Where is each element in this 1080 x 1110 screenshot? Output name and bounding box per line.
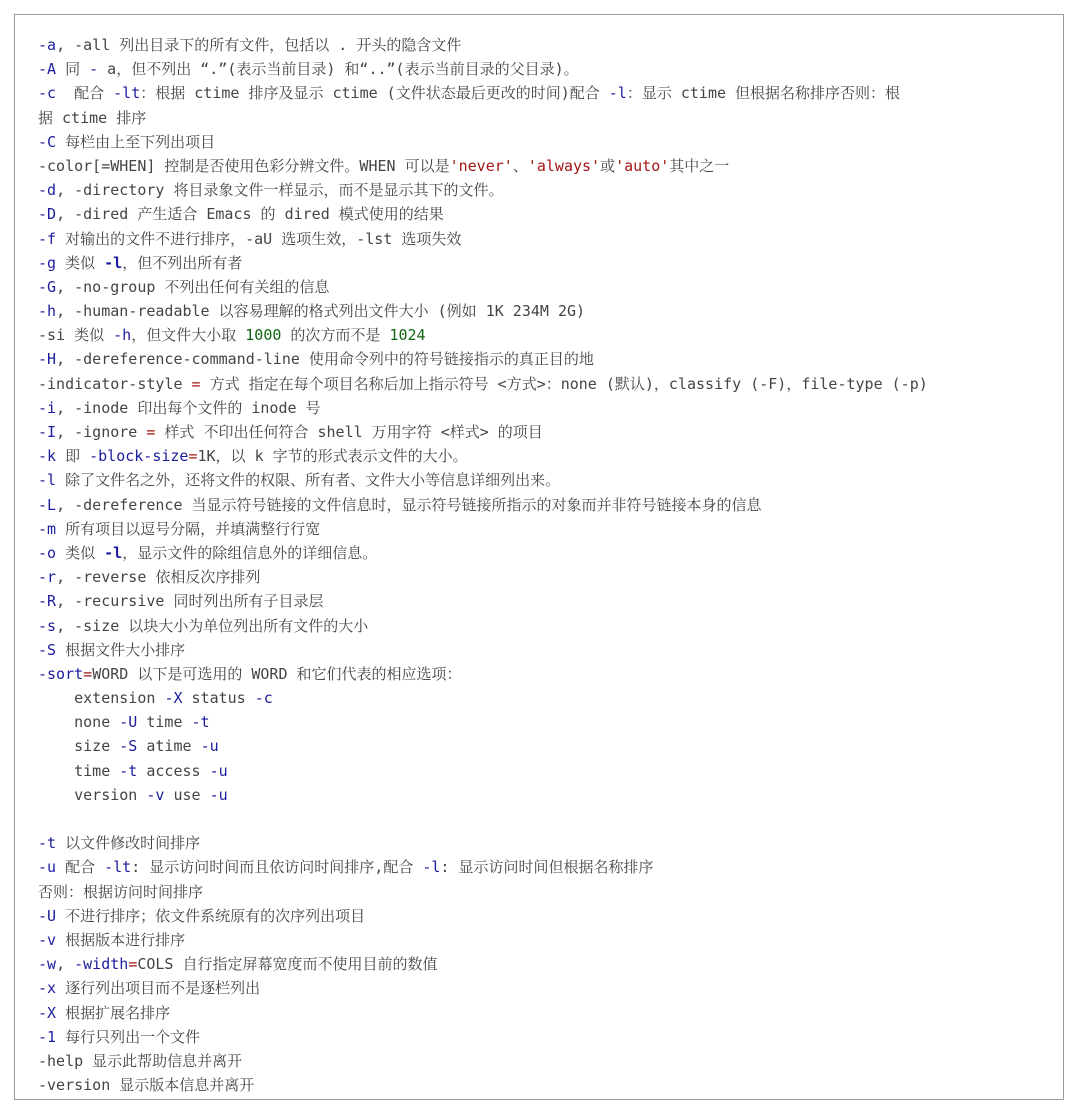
code-line [38, 807, 1063, 831]
code-token: 根据文件大小排序 [56, 640, 186, 659]
code-line [38, 686, 1063, 710]
code-token: , -reverse 依相反次序排列 [56, 568, 261, 587]
code-token: -r [38, 568, 57, 587]
code-token: -U [119, 713, 138, 732]
code-token: -I [38, 423, 57, 441]
code-token: -R [38, 592, 57, 611]
code-line [38, 541, 1063, 565]
code-token: -block-size [89, 447, 189, 466]
code-token: , -dereference-command-line 使用命令列中的符号链接指示的真正目的地 [56, 350, 594, 369]
code-token: -si 类似 [38, 326, 114, 345]
code-token: , -dereference 当显示符号链接的文件信息时，显示符号链接所指示的对象而并非符号链接本身的信息 [56, 495, 762, 514]
code-token: 逐行列出项目而不是逐栏列出 [56, 979, 261, 998]
code-token: = [191, 374, 201, 393]
code-token: extension [38, 689, 165, 708]
code-line [38, 880, 1063, 904]
code-token: 每行只列出一个文件 [56, 1027, 201, 1046]
code-token: 以文件修改时间排序 [56, 834, 201, 853]
code-token: version [38, 785, 147, 804]
code-token: -k [38, 447, 57, 466]
code-token: -width [74, 955, 129, 974]
code-token: 、 [512, 156, 528, 175]
code-token: ，显示文件的除组信息外的详细信息。 [122, 543, 378, 562]
code-token: : 显示访问时间而且依访问时间排序,配合 [131, 858, 423, 877]
code-token: -s [38, 616, 57, 635]
code-token: -w [38, 955, 57, 974]
code-line [38, 904, 1063, 928]
code-token: -v [146, 785, 165, 804]
code-token: -U [38, 906, 57, 925]
code-token: WORD 以下是可选用的 WORD 和它们代表的相应选项： [92, 664, 462, 683]
code-token: use [164, 785, 210, 804]
code-token: 据 ctime 排序 [38, 108, 147, 127]
code-token: ：根据 ctime 排序及显示 ctime (文件状态最后更改的时间)配合 [140, 84, 609, 103]
code-token: 不进行排序；依文件系统原有的次序列出项目 [56, 906, 366, 925]
code-token: -i [38, 398, 57, 417]
code-token: -u [209, 785, 228, 804]
code-token: 同 [56, 60, 90, 79]
code-token: = [188, 447, 198, 466]
code-token: -u [209, 761, 228, 780]
code-token: access [137, 761, 210, 780]
code-token: -H [38, 350, 57, 369]
code-token: 1024 [389, 326, 426, 345]
code-line [38, 662, 1063, 686]
code-token: 根据版本进行排序 [56, 930, 186, 949]
code-line [38, 154, 1063, 178]
code-line [38, 202, 1063, 226]
code-token: 否则：根据访问时间排序 [38, 882, 204, 901]
code-token: , -all 列出目录下的所有文件，包括以 . 开头的隐含文件 [56, 36, 462, 54]
code-token: -version 显示版本信息并离开 [38, 1076, 255, 1095]
code-line [38, 251, 1063, 275]
code-token: -sort [38, 664, 84, 683]
code-line [38, 831, 1063, 855]
code-line [38, 589, 1063, 613]
code-token: = [83, 664, 93, 683]
code-line [38, 952, 1063, 976]
code-token: status [182, 689, 255, 708]
code-token: 除了文件名之外，还将文件的权限、所有者、文件大小等信息详细列出来。 [56, 471, 561, 490]
code-token: -lt [104, 858, 132, 877]
code-line [38, 517, 1063, 541]
code-token: = [146, 423, 156, 441]
code-line [38, 493, 1063, 517]
code-line [38, 468, 1063, 492]
code-line [38, 710, 1063, 734]
code-token: -A [38, 60, 57, 79]
code-token: 'never' [449, 156, 513, 175]
code-token: = [128, 955, 138, 974]
code-token: -X [38, 1003, 57, 1022]
code-token: -L [38, 495, 57, 514]
code-line [38, 299, 1063, 323]
code-line [38, 57, 1063, 81]
code-token: -l [608, 84, 627, 103]
code-token: -l [104, 543, 123, 562]
code-token: -u [38, 858, 57, 877]
code-token: -S [38, 640, 57, 659]
code-line [38, 783, 1063, 807]
code-line [38, 178, 1063, 202]
code-token: ，但文件大小取 [131, 326, 246, 345]
code-token: , -human-readable 以容易理解的格式列出文件大小 (例如 1K 234M 2G) [56, 302, 586, 321]
code-token: size [38, 737, 120, 756]
code-line [38, 565, 1063, 589]
code-line [38, 759, 1063, 783]
code-token: -t [191, 713, 210, 732]
code-token: -c [254, 689, 273, 708]
code-block [14, 14, 1064, 1100]
code-token: 每栏由上至下列出项目 [56, 132, 216, 151]
code-token: 样式 不印出任何符合 shell 万用字符 <样式> 的项目 [155, 423, 543, 441]
code-token: 'auto' [615, 156, 670, 175]
code-line [38, 928, 1063, 952]
code-token: 或 [600, 156, 616, 175]
code-line [38, 855, 1063, 879]
code-token: , -inode 印出每个文件的 inode 号 [56, 398, 321, 417]
code-token: -m [38, 519, 57, 538]
code-token: , -size 以块大小为单位列出所有文件的大小 [56, 616, 369, 635]
code-token: , [56, 955, 75, 974]
code-token: : 显示访问时间但根据名称排序 [440, 858, 654, 877]
code-token: 根据扩展名排序 [56, 1003, 171, 1022]
code-token: -t [119, 761, 138, 780]
code-token: -a [38, 36, 57, 54]
code-token: -d [38, 181, 57, 200]
code-token: -t [38, 834, 57, 853]
code-line [38, 106, 1063, 130]
code-token: , -dired 产生适合 Emacs 的 dired 模式使用的结果 [56, 205, 444, 224]
code-line [38, 275, 1063, 299]
code-token: -1 [38, 1027, 57, 1046]
code-line [38, 976, 1063, 1000]
code-token: -help 显示此帮助信息并离开 [38, 1051, 243, 1070]
code-token: 所有项目以逗号分隔，并填满整行行宽 [56, 519, 321, 538]
code-token: 1000 [245, 326, 282, 345]
code-token: COLS 自行指定屏幕宽度而不使用目前的数值 [137, 955, 438, 974]
code-line [38, 372, 1063, 396]
code-token: -u [200, 737, 219, 756]
code-token: -X [164, 689, 183, 708]
code-line [38, 734, 1063, 758]
code-token: 配合 [56, 858, 105, 877]
code-token: -l [422, 858, 441, 877]
code-token: -x [38, 979, 57, 998]
code-token: time [38, 761, 120, 780]
code-token: -l [104, 253, 123, 272]
code-token: -S [119, 737, 138, 756]
code-token: -G [38, 277, 57, 296]
code-token: none [38, 713, 120, 732]
code-line [38, 33, 1063, 57]
code-line [38, 323, 1063, 347]
code-token: ，但不列出所有者 [122, 253, 243, 272]
code-token: 类似 [56, 253, 105, 272]
code-token: 类似 [56, 543, 105, 562]
code-token: time [137, 713, 192, 732]
code-token: -h [38, 302, 57, 321]
code-token: ：显示 ctime 但根据名称排序否则：根 [626, 84, 901, 103]
code-token: 1K，以 k 字节的形式表示文件的大小。 [197, 447, 468, 466]
code-line [38, 1001, 1063, 1025]
code-token: 即 [56, 447, 90, 466]
code-token: -v [38, 930, 57, 949]
code-token: -o [38, 543, 57, 562]
code-token: , -no-group 不列出任何有关组的信息 [56, 277, 330, 296]
code-line [38, 1073, 1063, 1097]
code-token: -h [113, 326, 132, 345]
code-line [38, 638, 1063, 662]
code-token: atime [137, 737, 201, 756]
code-token: 对输出的文件不进行排序，-aU 选项生效，-lst 选项失效 [56, 229, 462, 248]
code-token: 方式 指定在每个项目名称后加上指示符号 <方式>：none (默认)，classify (-F)，file-type (-p) [200, 374, 928, 393]
code-line [38, 1025, 1063, 1049]
code-token: - [89, 60, 99, 79]
code-token: -g [38, 253, 57, 272]
code-token: 配合 [56, 84, 114, 103]
code-token: -lt [113, 84, 141, 103]
code-line [38, 1049, 1063, 1073]
code-line [38, 614, 1063, 638]
code-token: -f [38, 229, 57, 248]
code-token: 的次方而不是 [281, 326, 390, 345]
code-token: -indicator-style [38, 374, 192, 393]
code-token: -c [38, 84, 57, 103]
code-token: -l [38, 471, 57, 490]
code-token: , -directory 将目录象文件一样显示，而不是显示其下的文件。 [56, 181, 504, 200]
code-line [38, 130, 1063, 154]
code-line [38, 420, 1063, 444]
code-token: -D [38, 205, 57, 224]
code-line [38, 347, 1063, 371]
code-token: , -ignore [56, 423, 147, 441]
code-token: 其中之一 [669, 156, 730, 175]
code-line [38, 81, 1063, 105]
code-line [38, 444, 1063, 468]
code-token: , -recursive 同时列出所有子目录层 [56, 592, 324, 611]
code-token: a，但不列出 “.”(表示当前目录) 和“..”(表示当前目录的父目录)。 [98, 60, 579, 79]
code-line [38, 227, 1063, 251]
code-token: -C [38, 132, 57, 151]
code-line [38, 396, 1063, 420]
code-token: -color[=WHEN] 控制是否使用色彩分辨文件。WHEN 可以是 [38, 156, 450, 175]
code-token: 'always' [527, 156, 601, 175]
